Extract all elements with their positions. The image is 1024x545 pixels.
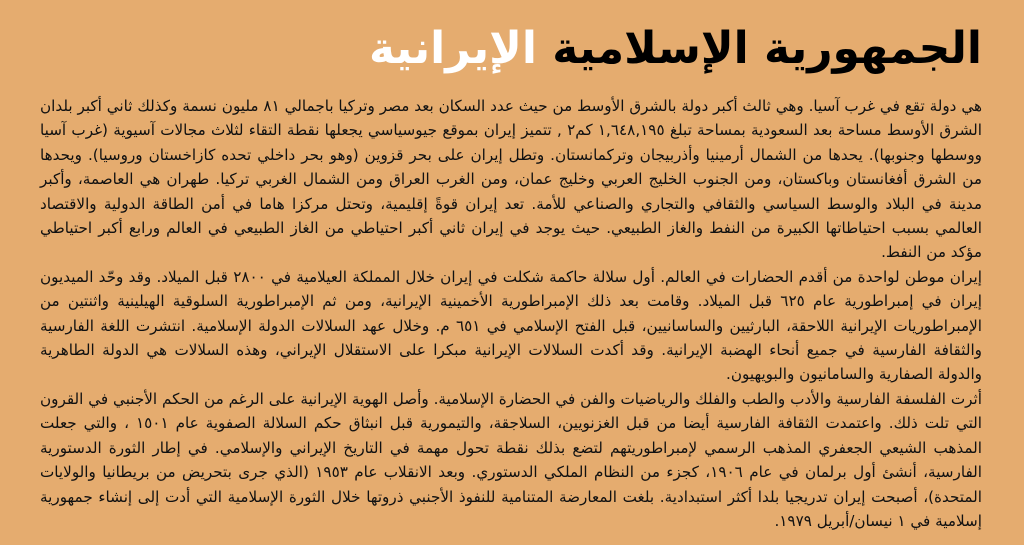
article: [40, 18, 982, 533]
title-dark-part: الجمهورية الإسلامية: [552, 23, 982, 74]
paragraph-culture: أثرت الفلسفة الفارسية والأدب والطب والفلك والرياضيات والفن في الحضارة الإسلامية. وأصل الهوية الإيرانية على الرغم من الحكم الأجنبي في القرون التي تلت ذلك. واعتمدت الثقافة الفارسية أيضا من قبل الغزنويين، السلاجقة، والتيمورية قبل انبثاق حكم السلالة الصفوية عام ١٥٠١ ، والتي جعلت المذهب الشيعي الجعفري المذهب الرسمي لإمبراطوريتهم لتضع بذلك نقطة تحول مهمة في التاريخ الإيراني والإسلامي. في إطار الثورة الدستورية الفارسية، أنشئ أول برلمان في عام ١٩٠٦، كجزء من النظام الملكي الدستوري. وبعد الانقلاب عام ١٩٥٣ (الذي جرى بتحريض من بريطانيا والولايات المتحدة)، أصبحت إيران تدريجيا بلدا أكثر استبدادية. بلغت المعارضة المتنامية للنفوذ الأجنبي ذروتها خلال الثورة الإسلامية التي أدت إلى إنشاء جمهورية إسلامية في ١ نيسان/أبريل ١٩٧٩.: [40, 389, 982, 530]
title-light-part: الإيرانية: [368, 23, 537, 74]
page-title: [40, 18, 982, 80]
paragraph-overview: هي دولة تقع في غرب آسيا. وهي ثالث أكبر دولة بالشرق الأوسط من حيث عدد السكان بعد مصر وتركيا باجمالي ٨١ مليون نسمة وكذلك ثاني أكبر بلدان الشرق الأوسط مساحة بعد السعودية بمساحة تبلغ ١,٦٤٨,١٩٥ كم٢ , تتميز إيران بموقع جيوسياسي يجعلها نقطة التقاء لثلاث مجالات آسيوية (غرب آسيا ووسطها وجنوبها). يحدها من الشمال أرمينيا وأذربيجان وتركمانستان. وتطل إيران على بحر قزوين (وهو بحر داخلي تحده كازاخستان وروسيا). ويحدها من الشرق أفغانستان وباكستان، ومن الجنوب الخليج العربي وخليج عمان، ومن الغرب العراق ومن الشمال الغربي تركيا. طهران هي العاصمة، وأكبر مدينة في البلاد والوسط السياسي والثقافي والتجاري والصناعي للأمة. تعد إيران قوةً إقليمية، وتحتل مركزا هاما في أمن الطاقة الدولية والاقتصاد العالمي بسبب احتياطاتها الكبيرة من النفط والغاز الطبيعي. حيث يوجد في إيران ثاني أكبر احتياطي من الغاز الطبيعي في العالم ورابع أكبر احتياطي مؤكد من النفط.: [40, 97, 982, 262]
article-body: [40, 94, 982, 533]
paragraph-history: إيران موطن لواحدة من أقدم الحضارات في العالم. أول سلالة حاكمة شكلت في إيران خلال المملكة العيلامية في ٢٨٠٠ قبل الميلاد. وقد وحّد الميديون إيران في إمبراطورية عام ٦٢٥ قبل الميلاد. وقامت بعد ذلك الإمبراطورية الأخمينية الإيرانية، ومن ثم الإمبراطورية السلوقية الهيلينية واثنتين من الإمبراطوريات الإيرانية اللاحقة، البارثيين والساسانيين، قبل الفتح الإسلامي في ٦٥١ م. وخلال عهد السلالات الدولة الإسلامية. انتشرت اللغة الفارسية والثقافة الفارسية في جميع أنحاء الهضبة الإيرانية. وقد أكدت السلالات الإيرانية مبكرا على الاستقلال الإيراني، وهذه السلالات هي الدولة الطاهرية والدولة الصفارية والسامانيون والبويهيون.: [40, 267, 982, 384]
